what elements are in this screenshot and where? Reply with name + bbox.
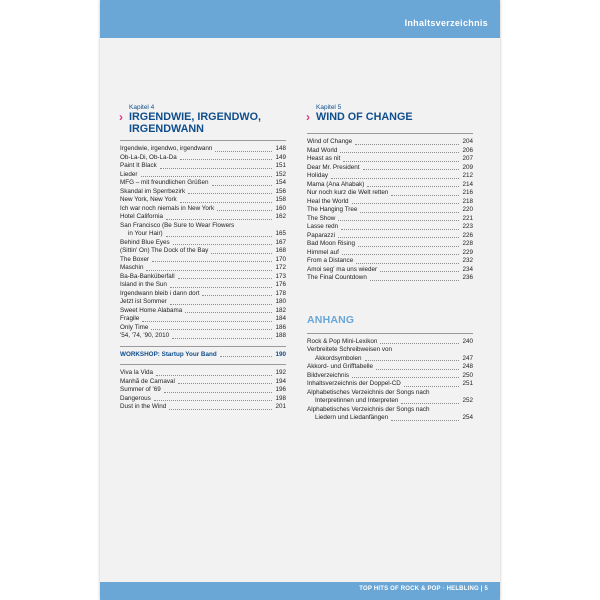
toc-entry: Viva la Vida 192 <box>120 369 286 376</box>
toc-entry-continuation: Interpretinnen und Interpreten 252 <box>315 397 473 404</box>
toc-entry: '54, '74, '90, 2010 188 <box>120 332 286 339</box>
toc-entry: New York, New York 158 <box>120 196 286 203</box>
toc-entry: Inhaltsverzeichnis der Doppel-CD 251 <box>307 380 473 387</box>
chapter-4-title-line1: IRGENDWIE, IRGENDWO, <box>129 111 261 123</box>
toc-entry: Irgendwie, irgendwo, irgendwann 148 <box>120 145 286 152</box>
chapter-5-column <box>307 104 473 423</box>
toc-entry: Bad Moon Rising 228 <box>307 240 473 247</box>
toc-entry: Fragile 184 <box>120 315 286 322</box>
toc-entry: The Boxer 170 <box>120 255 286 263</box>
toc-entry: (Sittin' On) The Dock of the Bay 168 <box>120 247 286 254</box>
toc-entry: The Hanging Tree 220 <box>307 206 473 213</box>
toc-entry-continuation: in Your Hair) 165 <box>128 230 286 237</box>
page-header-band <box>100 0 500 38</box>
chapter-4-list <box>120 145 286 341</box>
chapter-5-list <box>307 138 473 283</box>
toc-entry: Alphabetisches Verzeichnis der Songs nach <box>307 388 430 396</box>
footer-text: TOP HITS OF ROCK & POP · HELBLING | 5 <box>359 586 488 592</box>
toc-entry: Mad World 206 <box>307 146 473 154</box>
toc-entry: Verbreitete Schreibweisen von <box>307 346 393 353</box>
chapter-4-title-line2: IRGENDWANN <box>129 123 204 135</box>
toc-entry: Wind of Change 204 <box>307 138 473 145</box>
toc-entry: Ich war noch niemals in New York 160 <box>120 204 286 212</box>
divider <box>120 140 286 141</box>
chapter-5-title: WIND OF CHANGE <box>316 111 413 123</box>
chapter-4-label: Kapitel 4 <box>129 104 155 111</box>
divider <box>120 364 286 365</box>
header-title: Inhaltsverzeichnis <box>404 18 488 28</box>
chevron-right-icon: › <box>119 110 123 124</box>
toc-entry: The Final Countdown 236 <box>307 274 473 281</box>
page-footer-band <box>100 582 500 600</box>
book-page <box>100 0 500 600</box>
chapter-5-heading <box>307 111 473 123</box>
anhang-list <box>307 338 473 423</box>
toc-entry: Holiday 212 <box>307 172 473 179</box>
toc-entry: Skandal im Sperrbezirk 156 <box>120 187 286 195</box>
toc-entry: Bildverzeichnis 250 <box>307 371 473 379</box>
toc-entry: Dust in the Wind 201 <box>120 403 286 410</box>
divider <box>120 346 286 347</box>
toc-entry: Lasse redn 223 <box>307 223 473 230</box>
workshop-entry: WORKSHOP: Startup Your Band 190 <box>120 350 286 358</box>
toc-entry: Island in the Sun 176 <box>120 281 286 288</box>
chapter-4-list-continued <box>120 369 286 412</box>
chapter-4-heading <box>120 111 286 135</box>
toc-entry: Akkord- und Grifftabelle 248 <box>307 363 473 370</box>
chapter-4-column <box>120 104 286 412</box>
toc-entry-continuation: Akkordsymbolen 247 <box>315 354 473 362</box>
toc-entry: From a Distance 232 <box>307 257 473 264</box>
toc-entry: Ba-Ba-Banküberfall 173 <box>120 272 286 280</box>
toc-entry: Jetzt ist Sommer 180 <box>120 298 286 305</box>
toc-entry: MFG – mit freundlichen Grüßen 154 <box>120 179 286 186</box>
toc-entry: Behind Blue Eyes 167 <box>120 238 286 246</box>
toc-entry: Alphabetisches Verzeichnis der Songs nach <box>307 405 430 413</box>
toc-entry: Heast as nit 207 <box>307 155 473 162</box>
divider <box>307 133 473 134</box>
toc-entry: Sweet Home Alabama 182 <box>120 306 286 314</box>
toc-entry: The Show 221 <box>307 214 473 222</box>
divider <box>307 333 473 334</box>
toc-entry: San Francisco (Be Sure to Wear Flowers <box>120 221 235 229</box>
toc-entry: Amoi seg' ma uns wieder 234 <box>307 265 473 273</box>
toc-entry: Paint It Black 151 <box>120 162 286 169</box>
toc-entry: Mama (Ana Ahabak) 214 <box>307 180 473 188</box>
toc-entry: Rock & Pop Mini-Lexikon 240 <box>307 337 473 345</box>
toc-entry: Manhã de Carnaval 194 <box>120 377 286 385</box>
chevron-right-icon: › <box>306 110 310 124</box>
toc-entry: Hotel California 162 <box>120 213 286 220</box>
toc-entry: Heal the World 218 <box>307 197 473 205</box>
toc-entry: Paparazzi 226 <box>307 231 473 239</box>
toc-entry: Lieder 152 <box>120 170 286 178</box>
toc-entry: Dear Mr. President 209 <box>307 163 473 171</box>
toc-entry: Nur noch kurz die Welt retten 216 <box>307 189 473 196</box>
toc-entry: Himmel auf 229 <box>307 248 473 256</box>
toc-entry: Summer of '69 196 <box>120 386 286 393</box>
anhang-title: ANHANG <box>307 313 355 326</box>
toc-entry: Maschin 172 <box>120 264 286 271</box>
toc-entry: Only Time 186 <box>120 323 286 331</box>
toc-entry-continuation: Liedern und Liedanfängen 254 <box>315 414 473 421</box>
toc-entry: Ob-La-Di, Ob-La-Da 149 <box>120 153 286 161</box>
toc-entry: Irgendwann bleib i dann dort 178 <box>120 289 286 297</box>
toc-entry: Dangerous 198 <box>120 394 286 402</box>
chapter-5-label: Kapitel 5 <box>316 104 342 111</box>
